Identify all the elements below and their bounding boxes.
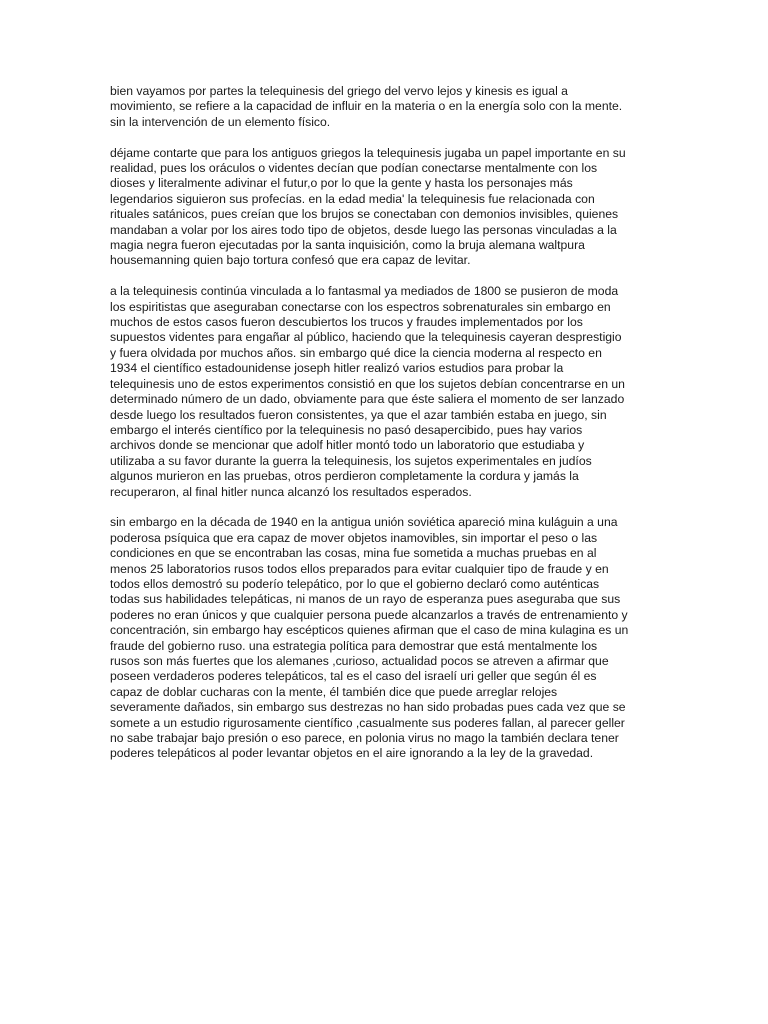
paragraph-spiritism: a la telequinesis continúa vinculada a lo fantasmal ya mediados de 1800 se pusieron de moda los espiritistas que aseguraban conectarse con los espectros sobrenaturales sin embargo en muchos de estos casos fueron descubiertos los trucos y fraudes implementados por los supuestos videntes para engañar al público, haciendo que la telequinesis cayeran desprestigio y fuera olvidada por muchos años. sin embargo qué dice la ciencia moderna al respecto en 1934 el científico estadounidense joseph hitler realizó varios estudios para probar la telequinesis uno de estos experimentos consistió en que los sujetos debían concentrarse en un determinado número de un dado, obviamente para que éste saliera el momento de ser lanzado desde luego los resultados fueron consistentes, ya que el azar también estaba en juego, sin embargo el interés científico por la telequinesis no pasó desapercibido, pues hay varios archivos donde se mencionar que adolf hitler montó todo un laboratorio que estudiaba y utilizaba a su favor durante la guerra la telequinesis, los sujetos experimentales en judíos algunos murieron en las pruebas, otros perdieron completamente la cordura y jamás la recuperaron, al final hitler nunca alcanzó los resultados esperados.	[110, 284, 625, 499]
paragraph-soviet-union: sin embargo en la década de 1940 en la antigua unión soviética apareció mina kuláguin a una poderosa psíquica que era capaz de mover objetos inamovibles, sin importar el peso o las condiciones en que se encontraban las cosas, mina fue sometida a muchas pruebas en al menos 25 laboratorios rusos todos ellos preparados para evitar cualquier tipo de fraude y en todos ellos demostró su poderío telepático, por lo que el gobierno declaró como auténticas todas sus habilidades telepáticas, ni manos de un rayo de esperanza pues aseguraba que sus poderes no eran únicos y que cualquier persona puede alcanzarlos a través de entrenamiento y concentración, sin embargo hay escépticos quienes afirman que el caso de mina kulagina es un fraude del gobierno ruso. una estrategia política para demostrar que está mentalmente los rusos son más fuertes que los alemanes ,curioso, actualidad pocos se atreven a afirmar que poseen verdaderos poderes telepáticos, tal es el caso del israelí uri geller que según él es capaz de doblar cucharas con la mente, él también dice que puede arreglar relojes severamente dañados, sin embargo sus destrezas no han sido probadas pues cada vez que se somete a un estudio rigurosamente científico ,casualmente sus poderes fallan, al parecer geller no sabe trabajar bajo presión o eso parece, en polonia virus no mago la también declara tener poderes telepáticos al poder levantar objetos en el aire ignorando a la ley de la gravedad.	[110, 515, 629, 761]
paragraph-ancient-greece: déjame contarte que para los antiguos griegos la telequinesis jugaba un papel importante en su realidad, pues los oráculos o videntes decían que podían conectarse mentalmente con los dioses y literalmente adivinar el futur,o por lo que la gente y hasta los personajes más legendarios siguieron sus profecías. en la edad media' la telequinesis fue relacionada con rituales satánicos, pues creían que los brujos se conectaban con demonios invisibles, quienes mandaban a volar por los aires todo tipo de objetos, desde luego las personas vinculadas a la magia negra fueron ejecutadas por la santa inquisición, como la bruja alemana waltpura housemanning quien bajo tortura confesó que era capaz de levitar.	[110, 145, 626, 268]
paragraph-intro: bien vayamos por partes la telequinesis del griego del vervo lejos y kinesis es igual a movimiento, se refiere a la capacidad de influir en la materia o en la energía solo con la mente. sin la intervención de un elemento físico.	[110, 84, 623, 129]
document-page	[110, 84, 660, 777]
